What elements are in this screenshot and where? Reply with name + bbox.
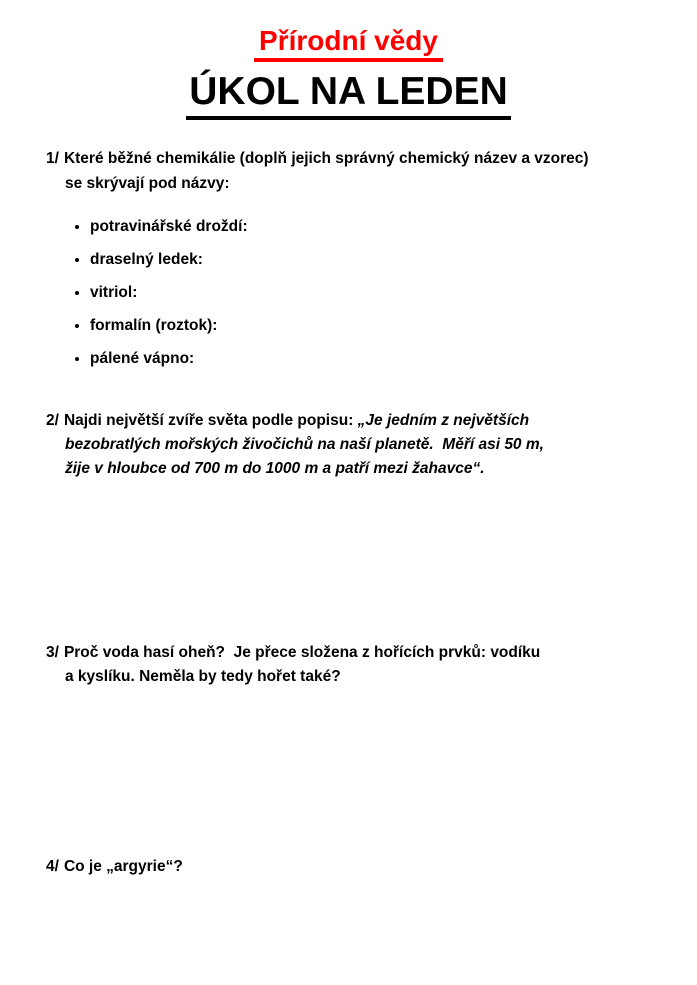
- subtitle-row: [0, 0, 697, 62]
- question-1-line-2: se skrývají pod názvy:: [65, 174, 230, 192]
- question-1-number: 1/: [46, 149, 59, 167]
- question-1-line-1: [46, 146, 669, 171]
- question-2-line-1: [46, 409, 669, 433]
- list-item-formalin: • formalín (roztok):: [90, 315, 669, 336]
- list-item-draselny-ledek: • draselný ledek:: [90, 249, 669, 270]
- question-2-number: 2/: [46, 411, 59, 429]
- document-subtitle: Přírodní vědy: [254, 26, 443, 62]
- question-4: [46, 854, 669, 879]
- question-2-quote-line-3: žije v hloubce od 700 m do 1000 m a patří mezi žahavce“.: [65, 459, 485, 477]
- question-3-text: Proč voda hasí oheň? Je přece složena z hořících prvků: vodíku: [63, 643, 541, 661]
- question-3: [46, 641, 669, 689]
- list-item-potravinarske-drozdi: • potravinářské droždí:: [90, 216, 669, 237]
- document-title: ÚKOL NA LEDEN: [186, 71, 511, 120]
- question-4-line-1: [46, 854, 669, 879]
- question-4-number: 4/: [46, 857, 59, 875]
- question-3-line-2: a kyslíku. Neměla by tedy hořet také?: [65, 667, 341, 685]
- question-2-intro: Najdi největší zvíře světa podle popisu:: [63, 411, 358, 429]
- title-row: [0, 71, 697, 120]
- list-item-palene-vapno: • pálené vápno:: [90, 348, 669, 369]
- list-item-vitriol: • vitriol:: [90, 282, 669, 303]
- question-2-quote-line-1: „Je jedním z největších: [357, 411, 530, 429]
- question-3-line-1: [46, 641, 669, 665]
- question-4-text: Co je „argyrie“?: [63, 857, 183, 875]
- question-2-quote-line-2: bezobratlých mořských živočichů na naší planetě. Měří asi 50 m,: [65, 435, 544, 453]
- question-1: [46, 146, 669, 369]
- question-1-text: Které běžné chemikálie (doplň jejich správný chemický název a vzorec): [63, 149, 589, 167]
- question-3-number: 3/: [46, 643, 59, 661]
- question-2: [46, 409, 669, 481]
- chemicals-list: [46, 216, 669, 369]
